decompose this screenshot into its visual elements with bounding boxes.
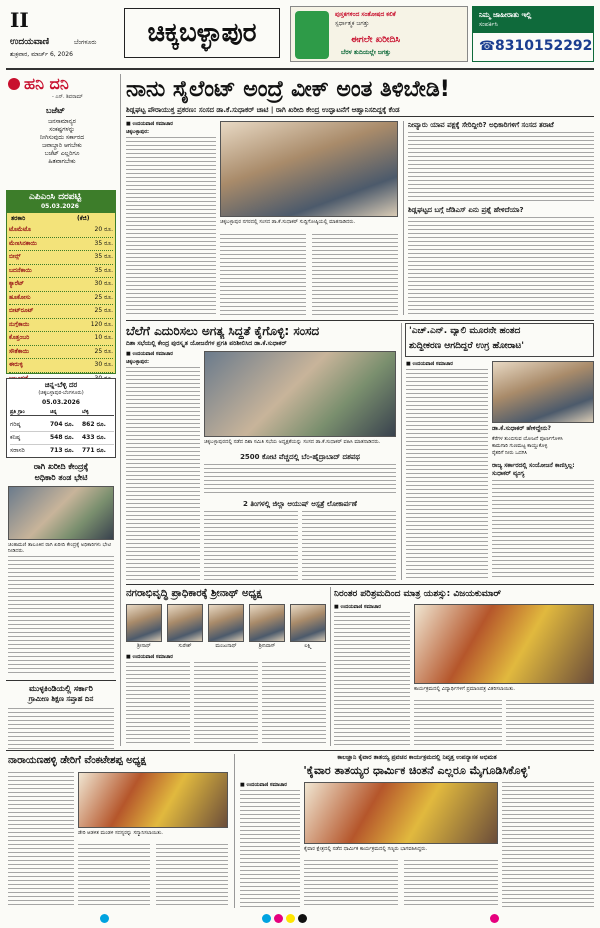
- veg-row: [9, 332, 113, 346]
- story-c-sub-head: ರಾಜ್ಯ ಸರ್ಕಾರದಲ್ಲಿ ಸಂಯೋಜನೆ ಕಾಣಿಸ್ತಿಲ್ಲ: ಸುಧಾಕರ್ ವ್ಯಂಗ್ಯ: [492, 462, 575, 477]
- ad1-line2: ಸ್ಪರ್ಧಾತ್ಮಕ ಜಗತ್ತು: [335, 20, 370, 27]
- veg-date: 05.03.2026: [41, 203, 79, 210]
- story-d-byline: ■ ಉದಯವಾಣಿ ಸಮಾಚಾರ: [126, 654, 173, 660]
- masthead: [0, 0, 600, 68]
- veg-row: [9, 224, 113, 238]
- story-c-bullet: ರೈತರಿಗೆ ನೀರು ಒದಗಿಸಿ: [492, 450, 528, 456]
- registration-mark: [286, 914, 295, 923]
- lead-body-col1: [126, 137, 216, 315]
- gold-row: [10, 432, 114, 445]
- portrait-name: ಶ್ರೀನಿವಾಸ್: [258, 643, 276, 649]
- poem-line: ಜನಸಾಮಾನ್ಯರ: [48, 118, 76, 125]
- kaivara-byline: ■ ಉದಯವಾಣಿ ಸಮಾಚಾರ: [240, 782, 287, 788]
- story-d-body-col1: [126, 662, 190, 746]
- poem-line: ಹಿತವಾಗಬೇಕು: [48, 158, 76, 165]
- registration-mark: [274, 914, 283, 923]
- story-b-body-col4: [302, 511, 396, 580]
- lead-body-col2: [220, 234, 306, 315]
- gold-table-body: [10, 419, 114, 457]
- veg-row: [9, 278, 113, 292]
- veg-price: 120 ರೂ.: [90, 320, 113, 328]
- story-c-byline: ■ ಉದಯವಾಣಿ ಸಮಾಚಾರ: [406, 361, 453, 367]
- issue-date: ಶುಕ್ರವಾರ, ಮಾರ್ಚ್ 6, 2026: [10, 51, 73, 58]
- gold-row: [10, 419, 114, 432]
- veg-price: 25 ರೂ.: [94, 293, 113, 301]
- veg-name: ಬದನೆಕಾಯಿ: [9, 266, 32, 274]
- veg-name: ಬೀನ್ಸ್: [9, 253, 21, 260]
- veg-price: 25 ರೂ.: [94, 347, 113, 355]
- portrait-photo: [126, 604, 162, 642]
- dairy-photo-caption: ಡೇರಿ ಆಡಳಿತ ಮಂಡಳಿ ಸದಸ್ಯರನ್ನು ಸನ್ಮಾನಿಸಲಾಯಿತು.: [78, 830, 164, 836]
- veg-row: [9, 238, 113, 252]
- veg-row: [9, 251, 113, 265]
- gold-row-label: ಕನಿಷ್ಠ: [10, 434, 21, 441]
- gold-rate-box: [6, 378, 116, 458]
- portrait-name: ಸುರೇಶ್: [178, 643, 192, 649]
- ad-phone-number[interactable]: 8310152292: [495, 38, 593, 54]
- story-c-body-col1: [406, 369, 488, 580]
- veg-name: ಟೊಮೆಟೊ: [9, 226, 31, 233]
- ad-books[interactable]: [290, 6, 468, 62]
- veg-col-head-name: ತರಕಾರಿ: [11, 215, 26, 222]
- veg-price: 20 ರೂ.: [94, 226, 113, 233]
- ragi-headline-1: ರಾಗಿ ಖರೀದಿ ಕೇಂದ್ರಕ್ಕೆ: [33, 462, 89, 471]
- story-c-photo-caption: ಡಾ.ಕೆ.ಸುಧಾಕರ್ ಹೇಳಿದ್ದೇನು?: [492, 425, 551, 432]
- phone-icon: ☎: [479, 39, 496, 54]
- ragi-body: [8, 556, 114, 676]
- section-rule-1: [126, 320, 594, 321]
- school-headline-2: ಗ್ರಾಮೀಣ ಶಿಕ್ಷಣ ಸಪ್ತಾಹ ದಿನ: [28, 695, 94, 703]
- ad-contact[interactable]: [472, 6, 594, 62]
- story-e-photo-caption: ಕಾರ್ಯಕ್ರಮದಲ್ಲಿ ವಿದ್ಯಾರ್ಥಿಗಳಿಗೆ ಪ್ರಮಾಣಪತ್ರ ವಿತರಿಸಲಾಯಿತು.: [414, 686, 515, 692]
- veg-name: ಕೊತ್ತಂಬರಿ: [9, 334, 30, 341]
- lead-side-rule: [403, 121, 404, 315]
- registration-mark: [298, 914, 307, 923]
- veg-price: 10 ರೂ.: [94, 334, 113, 341]
- section-rule-2: [126, 584, 594, 585]
- portrait-photo: [208, 604, 244, 642]
- story-c-body-col2: [492, 480, 594, 580]
- bottom-rule: [234, 754, 235, 908]
- veg-name: ಹೂಕೋಸು: [9, 293, 31, 301]
- story-b-rule: [401, 323, 402, 580]
- lead-headline: ನಾನು ಸೈಲೆಂಟ್ ಅಂದ್ರೆ ವೀಕ್ ಅಂತ ತಿಳಿಬೇಡಿ!: [126, 77, 450, 102]
- masthead-rule: [6, 68, 594, 70]
- veg-name: ಕ್ಯಾರೆಟ್: [9, 280, 24, 287]
- section-title: ಚಿಕ್ಕಬಳ್ಳಾಪುರ: [124, 8, 280, 58]
- kaivara-body-col3: [404, 860, 498, 908]
- story-c-headline-1: 'ಎಚ್.ಎನ್. ವ್ಯಾಲಿ ಮೂರನೇ ಹಂತದ: [409, 326, 521, 336]
- story-e-byline: ■ ಉದಯವಾಣಿ ಸಮಾಚಾರ: [334, 604, 381, 610]
- poem-line: ನೀಗಿಸುವುದು ಸರ್ಕಾರದ: [39, 134, 85, 141]
- story-b-sub-head-2: 2 ತಿಂಗಳಲ್ಲಿ ಜಿಲ್ಲಾ ಆಯುಷ್ ಆಸ್ಪತ್ರೆ ಲೋಕಾರ್ಪಣೆ: [243, 500, 357, 508]
- gold-head-gold: ಚಿನ್ನ: [50, 409, 57, 415]
- lead-rule: [126, 116, 594, 117]
- lead-byline: ■ ಉದಯವಾಣಿ ಸಮಾಚಾರ: [126, 121, 173, 127]
- story-d-body-col3: [262, 662, 326, 746]
- lead-body-col3: [312, 234, 398, 315]
- story-c-bullets: [492, 436, 594, 457]
- story-e-body-col3: [506, 700, 594, 746]
- veg-col-head-price: (ಕೆಜಿ): [77, 215, 90, 222]
- story-e-body-col2: [414, 700, 502, 746]
- kaivara-kicker: ಕಾಲಜ್ಞಾನಿ ಕೈವಾರ ತಾತಯ್ಯ ಪ್ರವಚನ ಕಾರ್ಯಕ್ರಮದಲ್ಲಿ ನಿವೃತ್ತ ಉಪನ್ಯಾಸಕ ಅಭಿಮತ: [337, 754, 497, 761]
- poem-title: ಬಜೆಟ್: [46, 106, 65, 115]
- page-number: II: [10, 8, 29, 32]
- veg-price: 25 ರೂ.: [94, 307, 113, 314]
- gold-table-header: [10, 409, 114, 416]
- ad2-line1: ನಿಮ್ಮ ಜಾಹೀರಾತು ಇಲ್ಲಿ: [479, 11, 532, 19]
- veg-rows: [9, 224, 113, 385]
- kaivara-body-col1: [240, 790, 300, 908]
- ad2-line2: ಸಂಪರ್ಕಿಸಿ: [479, 21, 498, 28]
- veg-price: 35 ರೂ.: [94, 239, 113, 247]
- story-b-dateline: ಚಿಕ್ಕಬಳ್ಳಾಪುರ:: [126, 359, 149, 365]
- gold-row-gold: 548 ರೂ.: [50, 434, 74, 441]
- veg-price: 35 ರೂ.: [94, 253, 113, 260]
- portrait-photo: [249, 604, 285, 642]
- ad1-line3: ಈಗಲೇ ಖರೀದಿಸಿ: [351, 35, 401, 45]
- veg-row: [9, 265, 113, 279]
- gold-row-gold: 704 ರೂ.: [50, 421, 74, 428]
- gold-row-label: ಗರಿಷ್ಠ: [10, 421, 21, 428]
- story-b-sub-head-1: 2500 ಕೋಟಿ ವೆಚ್ಚದಲ್ಲಿ ಬೆಂ-ಹೈದ್ರಾಬಾದ್ ದಶಪಥ: [240, 453, 360, 461]
- section-rule-3: [6, 750, 594, 751]
- left-column: [6, 72, 116, 752]
- lead-photo: [220, 121, 398, 217]
- story-b-body-col3: [204, 511, 298, 580]
- story-b-body-col1: [126, 367, 200, 580]
- kaivara-body-col4: [502, 782, 594, 908]
- veg-price: 30 ರೂ.: [94, 361, 113, 368]
- story-e-photo: [414, 604, 594, 684]
- story-b-headline: ಬೆಲೆಗೆ ಎದುರಿಸಲು ಅಗತ್ಯ ಸಿದ್ಧತೆ ಕೈಗೊಳ್ಳಿ: ಸಂಸದ: [126, 324, 320, 338]
- ad1-line1: ಪುಸ್ತಕಗಳಿಂದ ಸಂತೋಷದ ಕಲಿಕೆ: [335, 11, 396, 18]
- gold-row-label: ಸರಾಸರಿ: [10, 447, 25, 454]
- veg-title: ಎಪಿಎಂಸಿ ದರಪಟ್ಟಿ: [29, 192, 82, 202]
- story-d-body-col2: [194, 662, 258, 746]
- paper-name: ಉದಯವಾಣಿ: [10, 37, 50, 47]
- dairy-photo: [78, 772, 228, 828]
- lead-dateline: ಚಿಕ್ಕಬಳ್ಳಾಪುರ:: [126, 129, 149, 135]
- story-c-bullet: ಕಾಮಗಾರಿ ಗುಣಮಟ್ಟ ಕಾಯ್ದುಕೊಳ್ಳಿ: [492, 443, 548, 449]
- story-d-portraits: [126, 604, 326, 650]
- school-headline-1: ಮುಳ್ಳಕಿಂಡಿಯಲ್ಲಿ ಸರ್ಕಾರಿ: [29, 684, 93, 693]
- gold-row-silver: 433 ರೂ.: [82, 434, 106, 441]
- gold-subtitle: (ಚಿಕ್ಕಬಳ್ಳಾಪುರ-ಬೆಂಗಳೂರು): [38, 390, 84, 396]
- veg-name: ಮೆಣಸಿನಕಾಯಿ: [9, 239, 37, 247]
- kaivara-body-col2: [304, 860, 398, 908]
- school-body: [8, 708, 114, 750]
- ad1-line4: ಬೆರಳ ತುದಿಯಲ್ಲೇ ಜಗತ್ತು: [341, 49, 391, 56]
- veg-name: ಈರುಳ್ಳಿ: [9, 361, 23, 368]
- dairy-headline: ನಾರಾಯಣಹಳ್ಳಿ ಡೇರಿಗೆ ವೆಂಕಟೇಶಪ್ಪ ಅಧ್ಯಕ್ಷ: [8, 755, 146, 766]
- story-e-body-col1: [334, 612, 410, 746]
- story-b-byline: ■ ಉದಯವಾಣಿ ಸಮಾಚಾರ: [126, 351, 173, 357]
- veg-name: ನುಗ್ಗೆಕಾಯಿ: [9, 320, 30, 328]
- dairy-body-col3: [156, 844, 228, 908]
- gold-row-gold: 713 ರೂ.: [50, 447, 74, 454]
- portrait-name: ಲಕ್ಷ್ಮಿ: [304, 643, 312, 649]
- veg-row: [9, 292, 113, 306]
- edition: ಬೆಂಗಳೂರು: [74, 39, 97, 46]
- honey-icon: [8, 78, 20, 90]
- veg-row: [9, 305, 113, 319]
- registration-mark: [100, 914, 109, 923]
- portrait-name: ಶ್ರೀನಾಥ್: [137, 643, 151, 649]
- gold-row: [10, 445, 114, 457]
- gold-row-silver: 771 ರೂ.: [82, 447, 106, 454]
- story-d-headline: ನಗರಾಭಿವೃದ್ಧಿ ಪ್ರಾಧಿಕಾರಕ್ಕೆ ಶ್ರೀನಾಥ್ ಅಧ್ಯಕ್ಷ: [126, 588, 262, 599]
- veg-price-box: [6, 190, 116, 374]
- portrait-photo: [290, 604, 326, 642]
- kaivara-photo-caption: ಕೈವಾರ ಕ್ಷೇತ್ರದಲ್ಲಿ ನಡೆದ ಧಾರ್ಮಿಕ ಕಾರ್ಯಕ್ರಮದಲ್ಲಿ ಗಣ್ಯರು ಭಾಗವಹಿಸಿದ್ದರು.: [304, 846, 428, 852]
- portrait-name: ಮಂಜುನಾಥ್: [215, 643, 237, 649]
- story-e-headline: ನಿರಂತರ ಪರಿಶ್ರಮದಿಂದ ಮಾತ್ರ ಯಶಸ್ಸು: ವಿಜಯಕುಮಾರ್: [334, 589, 502, 599]
- lead-side-head-2: ಶಿಡ್ಲಘಟ್ಟದ ಬಗ್ಗೆ ಜೆಡಿಎಸ್ ಏನು ಪ್ರಶ್ನೆ ಹೇಳಿದೆಯಾ?: [408, 206, 524, 214]
- phone-graphic: [295, 11, 329, 59]
- registration-mark: [262, 914, 271, 923]
- registration-mark: [490, 914, 499, 923]
- dairy-body-col2: [78, 844, 150, 908]
- story-c-headline-2: ಶುದ್ಧೀಕರಣ ಆಗದಿದ್ದರೆ ಉಗ್ರ ಹೋರಾಟ': [409, 341, 524, 351]
- lead-side-body-2: [408, 217, 594, 315]
- ragi-photo: [8, 486, 114, 540]
- gold-row-silver: 862 ರೂ.: [82, 421, 106, 428]
- lead-side-body-1: [408, 132, 594, 202]
- ragi-headline-2: ಅಧಿಕಾರಿ ತಂಡ ಭೇಟಿ: [34, 473, 88, 482]
- veg-price: 30 ರೂ.: [94, 280, 113, 287]
- story-c-headline-box: [405, 323, 594, 357]
- veg-name: ಬೀಟ್‌ರೂಟ್: [9, 307, 34, 314]
- story-d-rule: [330, 587, 331, 746]
- gold-head-label: ಪ್ರತಿ ಗ್ರಾಂ: [10, 409, 25, 415]
- story-b-photo: [204, 351, 396, 437]
- lead-side-head-1: ನೀವ್ಯಾರು ಯಾವ ಪಕ್ಷಕ್ಕೆ ಸೇರಿದ್ದೀರಿ? ಅಧಿಕಾರಿಗಳಿಗೆ ಸಂಸದ ತರಾಟೆ: [408, 121, 554, 129]
- kaivara-headline: 'ಕೈವಾರ ತಾತಯ್ಯರ ಧಾರ್ಮಿಕ ಚಿಂತನೆ ಎಲ್ಲರೂ ಮೈಗೂಡಿಸಿಕೊಳ್ಳಿ': [303, 764, 531, 777]
- left-column-rule: [120, 74, 121, 746]
- poem-line: ಬಜೆಟ್ ಎಲ್ಲರಿಗೂ: [44, 150, 80, 157]
- poem-line: ಸಂಕಷ್ಟಗಳನ್ನು: [49, 126, 75, 133]
- lead-photo-caption: ಚಿಕ್ಕಬಳ್ಳಾಪುರ ನಗರದಲ್ಲಿ ಸಂಸದ ಡಾ.ಕೆ.ಸುಧಾಕರ್ ಸುದ್ದಿಗೋಷ್ಠಿಯಲ್ಲಿ ಮಾತನಾಡಿದರು.: [220, 219, 356, 225]
- dairy-body-col1: [8, 772, 74, 908]
- gold-head-silver: ಬೆಳ್ಳಿ: [82, 409, 89, 415]
- story-c-bullet: ಕೆರೆಗಳ ತುಂಬಿಸುವ ಯೋಜನೆ ಪೂರ್ಣಗೊಳಿಸಿ: [492, 436, 563, 442]
- story-c-photo: [492, 361, 594, 423]
- veg-name: ಸೌತೆಕಾಯಿ: [9, 347, 30, 355]
- kaivara-photo: [304, 782, 498, 844]
- story-b-photo-caption: ಚಿಕ್ಕಬಳ್ಳಾಪುರದಲ್ಲಿ ನಡೆದ ದಿಶಾ ಸಮಿತಿ ಸಭೆಯ ಅಧ್ಯಕ್ಷತೆಯನ್ನು ಸಂಸದ ಡಾ.ಕೆ.ಸುಧಾಕರ್ ವಹಿಸಿ ಮಾತನಾಡಿದರು.: [204, 439, 381, 445]
- hani-dani-author: - ಎನ್. ಶಿವರಾಮ್: [52, 94, 83, 100]
- lead-subheadline: ಶಿಡ್ಲಘಟ್ಟ ಪೌರಾಯುಕ್ತ ಪ್ರಕರಣ: ಸಂಸದ ಡಾ.ಕೆ.ಸುಧಾಕರ್ ಚಾಟಿ | ರಾಗಿ ಖರೀದಿ ಕೇಂದ್ರ ಉದ್ಘಾಟನೆಗೆ ಆಹ್ವಾನಿಸದಿದ್ದಕ್ಕೆ ಕೆಂಡ: [126, 106, 400, 114]
- veg-row: [9, 359, 113, 373]
- poem-lines: [10, 118, 114, 166]
- ragi-caption: ಚಿಂತಾಮಣಿ ತಾಲೂಕಿನ ರಾಗಿ ಖರೀದಿ ಕೇಂದ್ರಕ್ಕೆ ಅಧಿಕಾರಿಗಳು ಭೇಟಿ ನೀಡಿದರು.: [8, 542, 111, 554]
- gold-date: 05.03.2026: [42, 399, 80, 406]
- story-b-body-col2: [204, 464, 396, 496]
- portrait-photo: [167, 604, 203, 642]
- poem-line: ಜವಾಬ್ದಾರಿ ಆಗಬೇಕು: [42, 142, 82, 149]
- veg-row: [9, 319, 113, 333]
- gold-title: ಚಿನ್ನ-ಬೆಳ್ಳಿ ದರ: [44, 381, 78, 389]
- veg-price: 35 ರೂ.: [94, 266, 113, 274]
- hani-dani-brand: ಹನಿ ದನಿ: [24, 74, 69, 93]
- story-b-subheadline: ದಿಶಾ ಸಭೆಯಲ್ಲಿ ಕೇಂದ್ರ ಪುರಸ್ಕೃತ ಯೋಜನೆಗಳ ಪ್ರಗತಿ ಪರಿಶೀಲಿಸಿದ ಡಾ.ಕೆ.ಸುಧಾಕರ್: [126, 340, 287, 347]
- veg-row: [9, 346, 113, 360]
- left-divider: [6, 680, 116, 681]
